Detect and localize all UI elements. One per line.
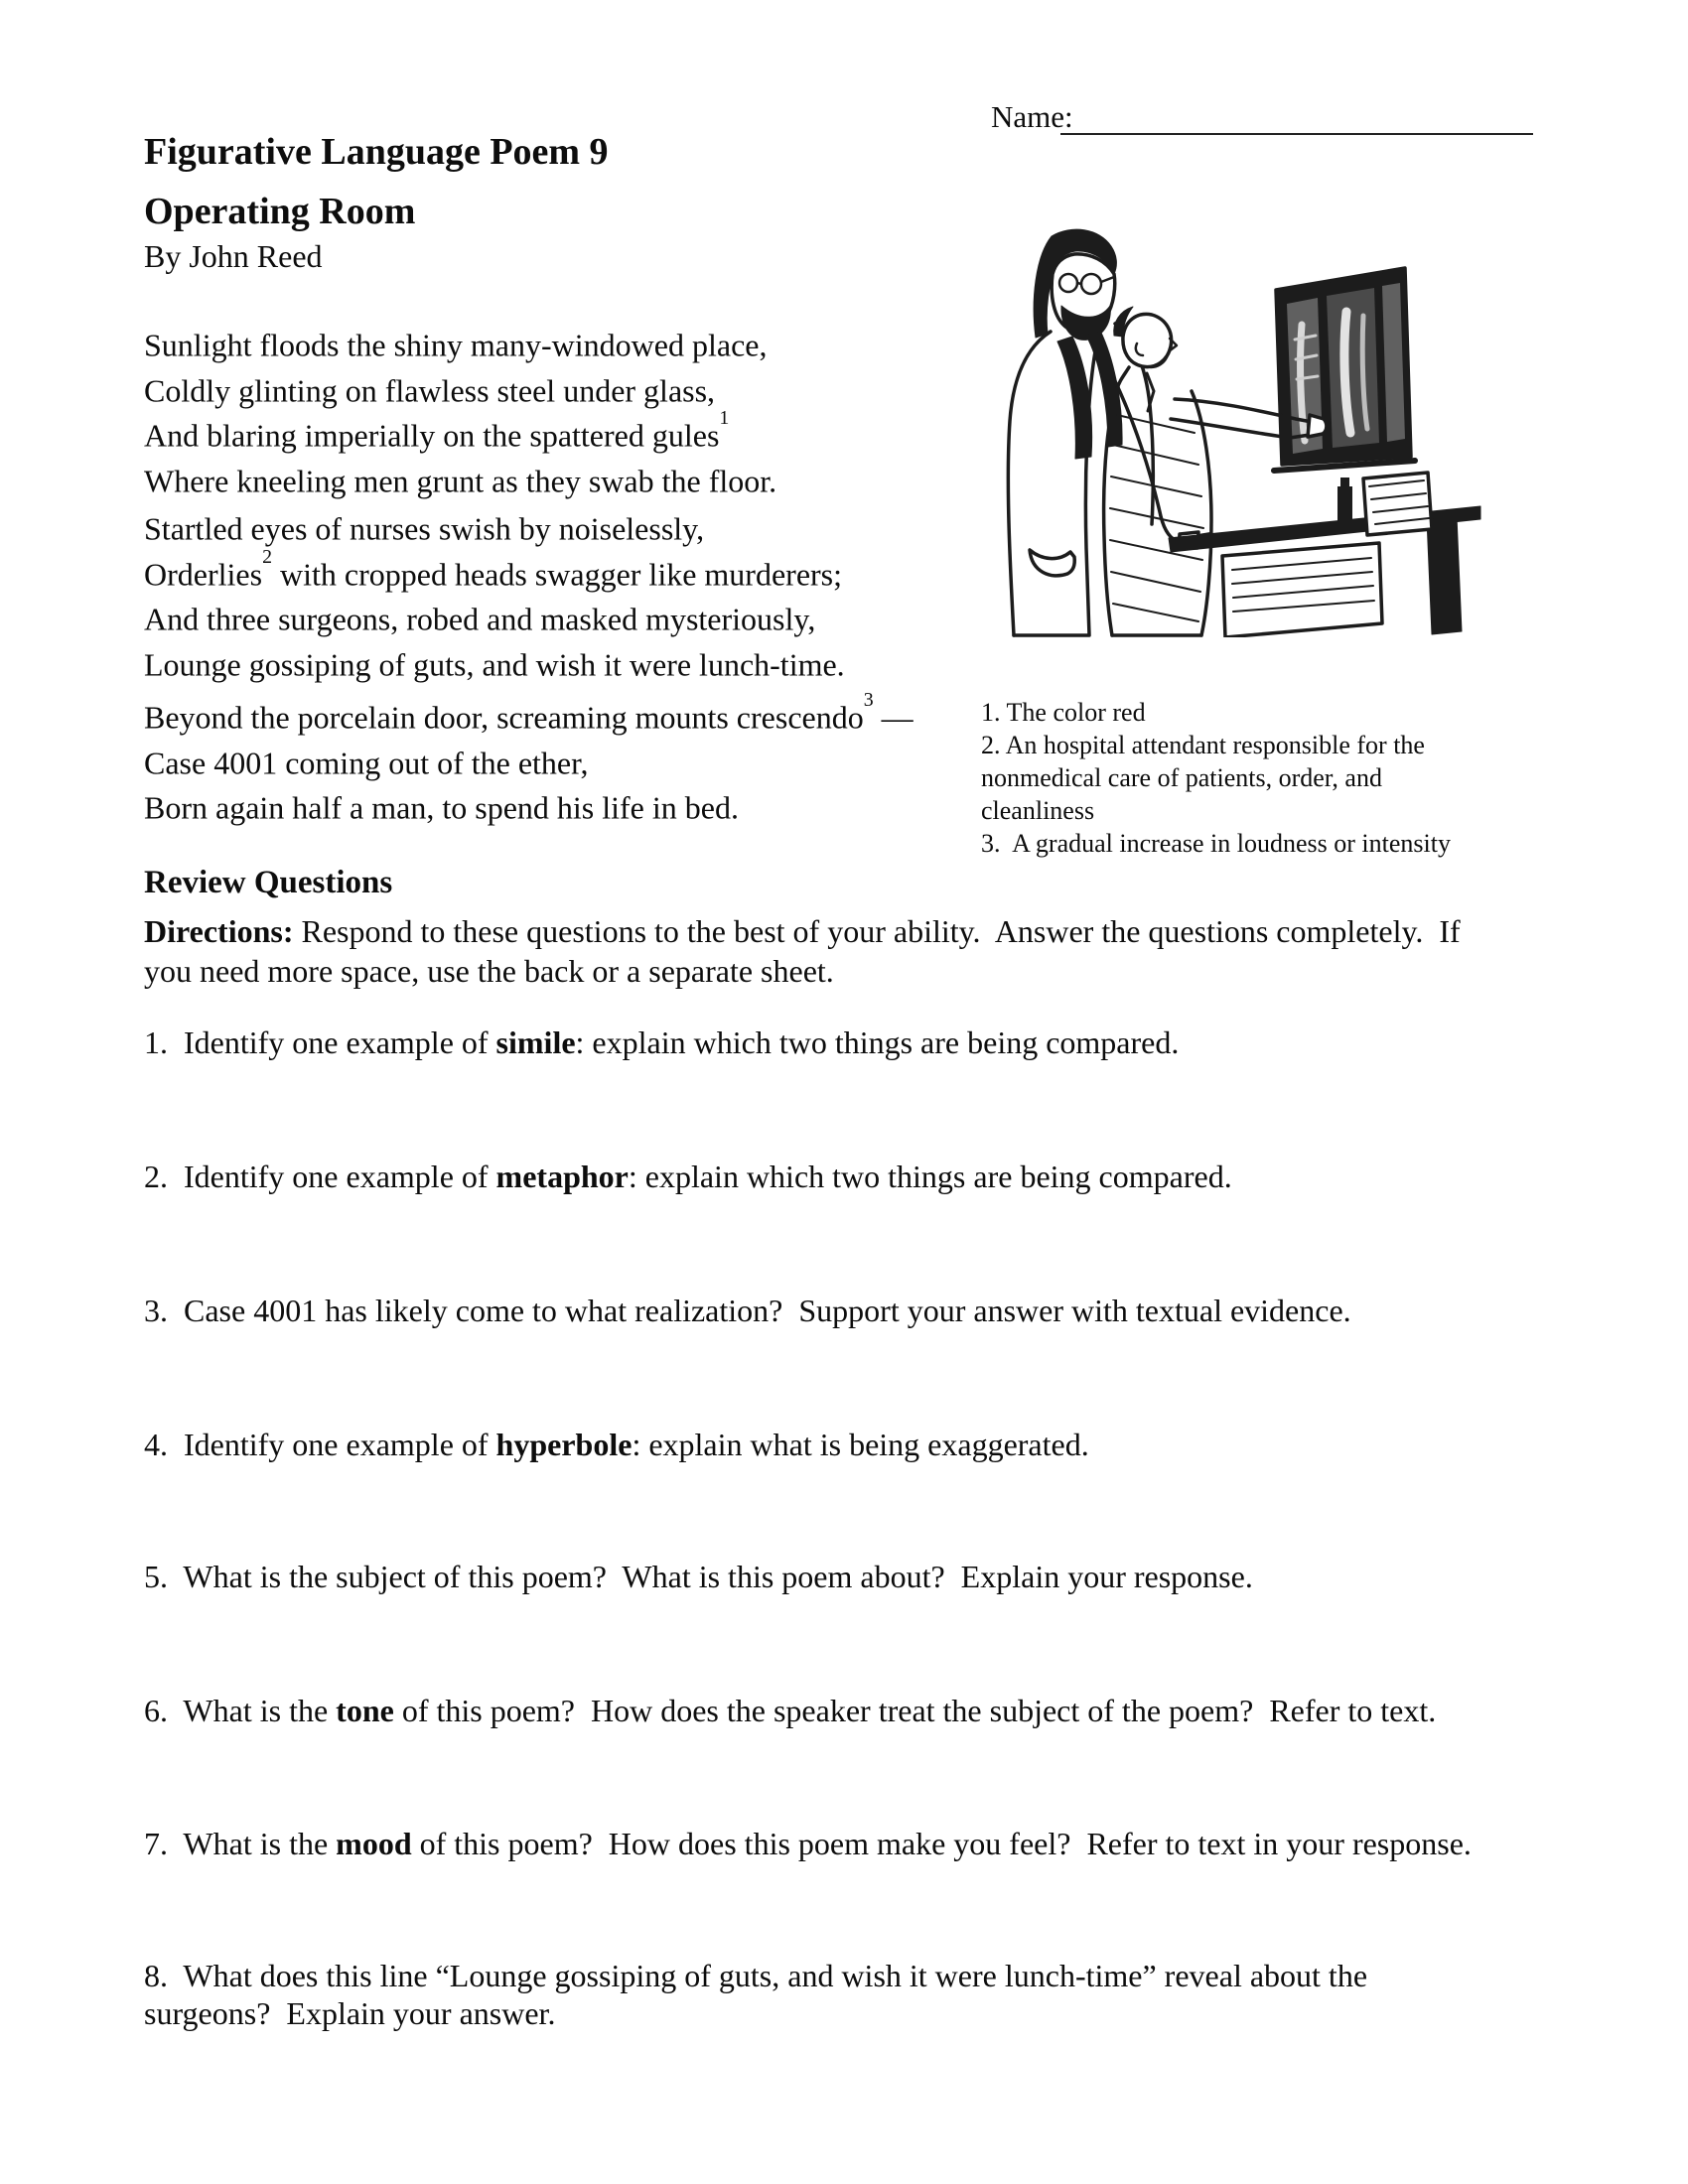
question-5: 5. What is the subject of this poem? What is this poem about? Explain your response. (144, 1559, 1253, 1594)
question-3: 3. Case 4001 has likely come to what realization? Support your answer with textual evidence. (144, 1293, 1351, 1328)
poem-line: Startled eyes of nurses swish by noiselessly, (144, 510, 705, 547)
poem-line: Born again half a man, to spend his life in bed. (144, 789, 739, 826)
poem-line: And blaring imperially on the spattered gules$^1$ (144, 407, 730, 454)
poem-stanza-1 (144, 320, 776, 501)
footnotes (981, 696, 1451, 860)
poem-line: Beyond the porcelain door, screaming mounts crescendo$^3$ — (144, 689, 914, 736)
directions (144, 911, 1461, 991)
review-questions-heading: Review Questions (144, 865, 393, 900)
name-blank-line[interactable] (1060, 101, 1533, 135)
question-7: 7. What is the mood of this poem? How does this poem make you feel? Refer to text in your response. (144, 1826, 1472, 1861)
question-2: 2. Identify one example of metaphor: explain which two things are being compared. (144, 1159, 1232, 1194)
footnote-line: nonmedical care of patients, order, and (981, 763, 1382, 792)
footnote-line: 2. An hospital attendant responsible for the (981, 731, 1425, 759)
question-6: 6. What is the tone of this poem? How does the speaker treat the subject of the poem? Refer to text. (144, 1693, 1437, 1728)
footnote-line: 1. The color red (981, 698, 1146, 727)
footnote-line: cleanliness (981, 796, 1095, 825)
question-8: 8. What does this line “Lounge gossiping of guts, and wish it were lunch-time” reveal about the surgeons? Explain your answer. (144, 1958, 1368, 2031)
poem-title: Operating Room (144, 191, 416, 232)
footnote-line: 3. A gradual increase in loudness or intensity (981, 829, 1451, 858)
question-4: 4. Identify one example of hyperbole: explain what is being exaggerated. (144, 1427, 1089, 1462)
poem-line: Sunlight floods the shiny many-windowed place, (144, 327, 768, 363)
name-label: Name: (991, 99, 1073, 134)
directions-text-line1: Respond to these questions to the best of your ability. Answer the questions completely. If (293, 913, 1461, 949)
directions-text-line2: you need more space, use the back or a separate sheet. (144, 953, 834, 989)
poem-line: Case 4001 coming out of the ether, (144, 745, 589, 781)
doctors-xray-illustration (968, 220, 1504, 637)
page-title: Figurative Language Poem 9 (144, 131, 609, 173)
poem-line: And three surgeons, robed and masked mysteriously, (144, 601, 816, 637)
question-1: 1. Identify one example of simile: explain which two things are being compared. (144, 1024, 1180, 1060)
poem-stanza-3 (144, 689, 914, 828)
poem-byline: By John Reed (144, 238, 323, 274)
poem-line: Lounge gossiping of guts, and wish it were lunch-time. (144, 646, 845, 683)
poem-stanza-2 (144, 503, 845, 685)
directions-label: Directions: (144, 913, 294, 949)
poem-line: Coldly glinting on flawless steel under glass, (144, 372, 716, 409)
poem-line: Where kneeling men grunt as they swab the floor. (144, 463, 777, 499)
poem-line: Orderlies$^2$ with cropped heads swagger like murderers; (144, 545, 843, 593)
